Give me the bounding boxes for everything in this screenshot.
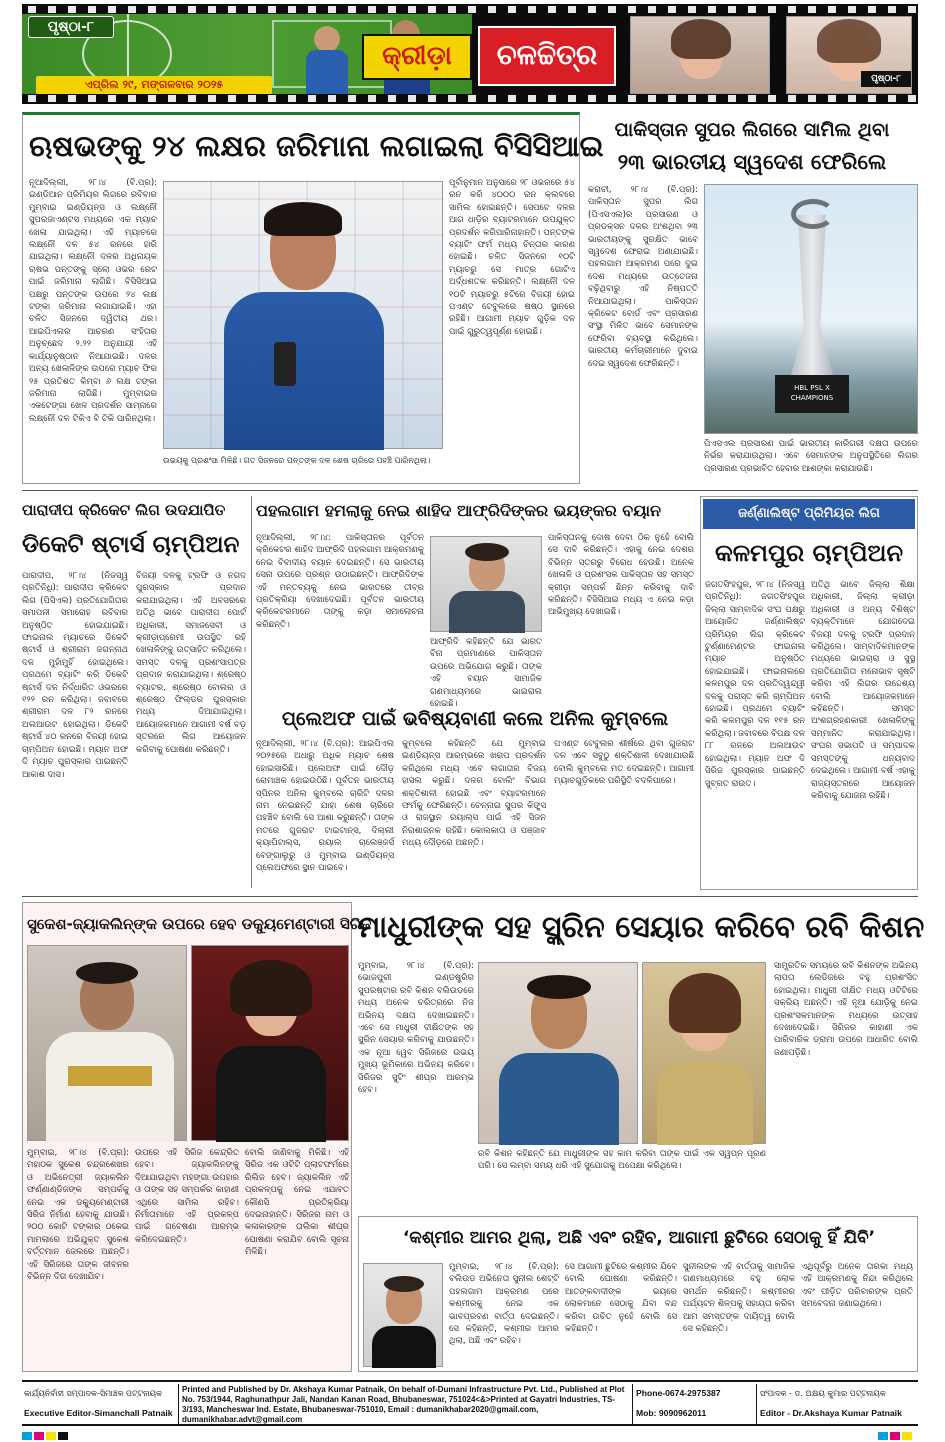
story-kumble-col1: ନୂଆଦିଲ୍ଲୀ, ୨୮।୪ (ବି.ପ୍ର): ଆଇପିଏଲ ୨୦୨୫ରେ ଅଧାରୁ ଅଧିକ ମ୍ୟାଚ ଶେଷ ହୋଇସାରିଛି। ପ୍ଲେଅଫ ପାଇଁ ଦୌଡ଼ ରୋମାଞ୍ଚକ ହୋଇଉଠିଛି। ପୂର୍ବତନ ଭାରତୀୟ ସ୍ପିନର ଅନିଲ କୁମ୍ବଲେ ଚାରିଟି ଦଳର ନାମ ନେଇଛନ୍ତି ଯାହା ଶେଷ ଚାରିରେ ପହଞ୍ଚିବ ବୋଲି ସେ ଆଶା କରୁଛନ୍ତି। ତାଙ୍କ ମତରେ ଗୁଜରାଟ ଟାଇଟାନ୍ସ, ଦିଲ୍ଲୀ କ୍ୟାପିଟାଲ୍ସ, ରୟାଲ ଚାଲେଞ୍ଜର୍ସ ବେଙ୍ଗାଲୁରୁ ଓ ମୁମ୍ବାଇ ଇଣ୍ଡିୟନ୍ସ ପ୍ଲେଅଫରେ ସ୍ଥାନ ପାଇବେ। bbox=[256, 739, 394, 874]
story-pant-col3: ପୂର୍ବାନୁମାନ ଅନୁସାରେ ୨୮ ଓଭରରେ ୫୪ ରନ କରି ୪୦୦୦ ରନ କ୍ଲବରେ ସାମିଲ ହୋଇଛନ୍ତି। ସେପଟେ ଦଳର ଆଗ ଧାଡ଼ିର ବ୍ୟାଟରମାନେ ଉପଯୁକ୍ତ ପ୍ରଦର୍ଶନ କରିପାରିନାହାନ୍ତି। ପନ୍ତଙ୍କ ବ୍ୟାଟିଂ ଫର୍ମ ମଧ୍ୟ ଚିନ୍ତାର କାରଣ ହୋଇଛି। ଚଳିତ ସିଜନରେ ୧୦ଟି ମ୍ୟାଚରୁ ସେ ମାତ୍ର ଗୋଟିଏ ଅର୍ଦ୍ଧଶତକ କରିଛନ୍ତି। ଲକ୍ଷ୍ନୌ ଦଳ ୧୦ଟି ମ୍ୟାଚରୁ ୫ଟିରେ ବିଜୟୀ ହୋଇ ପଏଣ୍ଟ ଟେବୁଲରେ ଷଷ୍ଠ ସ୍ଥାନରେ ରହିଛି। ଆଗାମୀ ମ୍ୟାଚ ଗୁଡ଼ିକ ଦଳ ପାଇଁ ଗୁରୁତ୍ୱପୂର୍ଣ୍ଣ ହୋଇଛି। bbox=[449, 178, 575, 337]
cinema-title-block bbox=[478, 26, 616, 86]
sukesh-photo bbox=[27, 945, 187, 1141]
footer-editor-en: Editor - Dr.Akshaya Kumar Patnaik bbox=[760, 1408, 902, 1418]
story-kalampur-col2: ଅତିଥି ଭାବେ ଜିଲ୍ଲା ଶିକ୍ଷା ଅଧିକାରୀ, ଜିଲ୍ଲା କ୍ରୀଡ଼ା ଅଧିକାରୀ ଓ ଅନ୍ୟ ବିଶିଷ୍ଟ ବ୍ୟକ୍ତିମାନେ ଯୋଗଦେଇ ବିଜୟୀ ଦଳକୁ ଟ୍ରଫି ପ୍ରଦାନ କରିଥିଲେ। ସାମ୍ବାଦିକମାନଙ୍କ ମଧ୍ୟରେ ଭାଇଚାରା ଓ ସୁସ୍ଥ ପ୍ରତିଯୋଗିତା ମନୋଭାବ ସୃଷ୍ଟି କରିବା ଏହି ଲିଗର ଉଦ୍ଦେଶ୍ୟ ବୋଲି ଆୟୋଜକମାନେ କହିଛନ୍ତି। ସମସ୍ତ ଅଂଶଗ୍ରହଣକାରୀ ଖେଳାଳିଙ୍କୁ ସମ୍ମାନିତ କରାଯାଇଥିଲା। ସଂଘର ସଭାପତି ଓ ସମ୍ପାଦକ ସମସ୍ତଙ୍କୁ ଧନ୍ୟବାଦ ଦେଇଥିଲେ। ଆଗାମୀ ବର୍ଷ ଏହାକୁ ରାଜ୍ୟସ୍ତରରେ ଆୟୋଜନ କରିବାକୁ ଯୋଜନା ରହିଛି। bbox=[811, 580, 915, 801]
story-paradip-headline-2: ଡିକେଟି ଷ୍ଟାର୍ସ ଚାମ୍ପିଅନ bbox=[22, 532, 240, 558]
story-psl bbox=[586, 112, 918, 484]
story-paradip-col2: ବିଜୟୀ ଦଳକୁ ଟ୍ରଫି ଓ ନଗଦ ପୁରସ୍କାର ପ୍ରଦାନ କରାଯାଇଥିଲା। ଏହି ଅବସରରେ ଅତିଥି ଭାବେ ପାରାଦୀପ ପୋର୍ଟ ଅଧିକାରୀ, ସମାଜସେବୀ ଓ କ୍ରୀଡ଼ାପ୍ରେମୀ ଉପସ୍ଥିତ ରହି ଖେଳାଳିଙ୍କୁ ଉତ୍ସାହିତ କରିଥିଲେ। ସମସ୍ତ ଦଳକୁ ପ୍ରଶଂସାପତ୍ର ପ୍ରଦାନ କରାଯାଇଥିଲା। ଶ୍ରେଷ୍ଠ ବ୍ୟାଟର, ଶ୍ରେଷ୍ଠ ବୋଲର ଓ ଶ୍ରେଷ୍ଠ ଫିଲ୍ଡର ପୁରସ୍କାର ମଧ୍ୟ ଦିଆଯାଇଥିଲା। ଆୟୋଜକମାନେ ଆଗାମୀ ବର୍ଷ ବଡ଼ ସ୍ତରରେ ଲିଗ ଆୟୋଜନ କରିବାକୁ ଘୋଷଣା କରିଛନ୍ତି। bbox=[136, 571, 246, 755]
date-banner bbox=[36, 76, 272, 94]
story-pant-col1: ନୂଆଦିଲ୍ଲୀ, ୨୮।୪ (ବି.ପ୍ର): ଇଣ୍ଡିଆନ ପ୍ରିମିୟର ଲିଗରେ ରବିବାର ମୁମ୍ବାଇ ଇଣ୍ଡିୟନ୍ସ ଓ ଲକ୍ଷ୍ନୌ ସୁପରଜାଏଣ୍ଟସ ମଧ୍ୟରେ ଏକ ମ୍ୟାଚ ଖେଳା ଯାଇଥିଲା। ଏହି ମ୍ୟାଚରେ ଲକ୍ଷ୍ନୌ ଦଳ ୫୪ ରନରେ ହାରି ଯାଇଥିଲା। ଲକ୍ଷ୍ନୌ ଦଳର ଅଧିନାୟକ ଋଷଭ ପନ୍ତଙ୍କୁ ସ୍ଲୋ ଓଭର ରେଟ ପାଇଁ ଜରିମାନା ଲାଗିଛି। ବିସିସିଆଇ ପକ୍ଷରୁ ପନ୍ତଙ୍କ ଉପରେ ୨୪ ଲକ୍ଷ ଟଙ୍କା ଜରିମାନା ଲଗାଯାଇଛି। ଏହା ଚଳିତ ସିଜନରେ ଦ୍ୱିତୀୟ ଥର। ଆଇପିଏଲର ଆଚରଣ ସଂହିତାର ଅନୁଚ୍ଛେଦ ୨.୨୨ ଅନୁଯାୟୀ ଏହି କାର୍ଯ୍ୟାନୁଷ୍ଠାନ ନିଆଯାଇଛି। ଦଳର ଅନ୍ୟ ଖେଳାଳିଙ୍କ ଉପରେ ମ୍ୟାଚ ଫିର ୨୫ ପ୍ରତିଶତ କିମ୍ବା ୬ ଲକ୍ଷ ଟଙ୍କା ଜରିମାନା ଲାଗିଛି। ମୁମ୍ବାଇର ଏକଟେଙ୍ଗା ଖେଳ ପ୍ରଦର୍ଶନ ସାମ୍ନାରେ ଲକ୍ଷ୍ନୌ ଦଳ ଟିକିଏ ବି ଟିକି ପାରିନଥିଲା। bbox=[29, 178, 157, 424]
story-kalampur-kicker: ଜର୍ଣ୍ଣାଲିଷ୍ଟ ପ୍ରିମିୟର ଲିଗ bbox=[738, 506, 880, 521]
story-kashmir-col4: ଏଥିପୂର୍ବରୁ ଅନେକ ତାରକା ମଧ୍ୟ ଏହି ଆକ୍ରମଣକୁ ନିନ୍ଦା କରିଥିଲେ ଏବଂ ପୀଡ଼ିତ ପରିବାରଙ୍କ ପ୍ରତି ସମବେଦନା ଜଣାଇଥିଲେ। bbox=[801, 1262, 913, 1310]
story-ravi bbox=[358, 902, 925, 1210]
film-perforations-bottom bbox=[22, 95, 918, 102]
story-pant-caption: ଉଭୟକୁ ପ୍ରଶଂସା ମିଳିଛି। ଗତ ସିଜନରେ ପନ୍ତଙ୍କ ଦଳ ଶେଷ ଚାରିରେ ପହଞ୍ଚି ପାରିନଥିଲା। bbox=[163, 456, 431, 465]
story-kashmir-col3: ସୁନୀଲଙ୍କ ଏହି ବାର୍ତ୍ତାକୁ ସାମାଜିକ ଗଣମାଧ୍ୟମରେ ବହୁ ଲୋକ ସମର୍ଥନ କରିଛନ୍ତି। କଶ୍ମୀରର ପର୍ଯ୍ୟଟନ ଶିଳ୍ପକୁ ସହାୟତା କରିବା ଆମ ସମସ୍ତଙ୍କ ଦାୟିତ୍ୱ ବୋଲି ସେ କହିଛନ୍ତି। bbox=[683, 1262, 795, 1335]
story-ravi-col3: ସାମ୍ପ୍ରତିକ ସମୟରେ ରବି କିଶନଙ୍କ ଅଭିନୟ ଲାପତା ଲେଡିଜରେ ବହୁ ପ୍ରଶଂସିତ ହୋଇଥିଲା। ମାଧୁରୀ ଦୀକ୍ଷିତ ମଧ୍ୟ ଓଟିଟିରେ ସକ୍ରିୟ ଅଛନ୍ତି। ଏହି ନୂଆ ଯୋଡ଼ିକୁ ନେଇ ପ୍ରଶଂସକମାନଙ୍କ ମଧ୍ୟରେ ଉତ୍ସାହ ଦେଖାଦେଇଛି। ସିରିଜର କାହାଣୀ ଏକ ପାରିବାରିକ ଡ୍ରାମା ଉପରେ ଆଧାରିତ ବୋଲି ଜଣାପଡ଼ିଛି। bbox=[774, 961, 918, 1058]
page-label: ପୃଷ୍ଠା-୮ bbox=[47, 19, 95, 35]
suniel-shetty-photo bbox=[363, 1263, 443, 1367]
story-ravi-headline: ମାଧୁରୀଙ୍କ ସହ ସ୍କ୍ରିନ ସେୟାର କରିବେ ରବି କିଶନ bbox=[358, 910, 925, 945]
footer-phone: Phone-0674-2975387 bbox=[636, 1388, 721, 1398]
story-kumble bbox=[256, 704, 694, 890]
story-kalampur bbox=[700, 496, 918, 890]
story-sukesh bbox=[22, 902, 372, 1372]
actress-photo-left bbox=[630, 16, 770, 94]
story-pant-headline: ଋଷଭଙ୍କୁ ୨୪ ଲକ୍ଷର ଜରିମାନା ଲଗାଇଲା ବିସିସିଆଇ bbox=[29, 129, 604, 163]
page-label-right: ପୃଷ୍ଠା-୮ bbox=[871, 74, 901, 84]
cinema-title: ଚଳଚ୍ଚିତ୍ର bbox=[496, 38, 598, 71]
afridi-photo bbox=[430, 536, 542, 632]
story-kumble-col2: କୁମ୍ବଲେ କହିଛନ୍ତି ଯେ ମୁମ୍ବାଇ ଇଣ୍ଡିୟନ୍ସ ଆରମ୍ଭରେ ଖରାପ ପ୍ରଦର୍ଶନ କରିଥିଲେ ମଧ୍ୟ ଏବେ ଲଗାତାର ବିଜୟ ହାସଲ କରୁଛି। ଦଳର ବୋଲିଂ ବିଭାଗ ଶକ୍ତିଶାଳୀ ହୋଇଛି ଏବଂ ବ୍ୟାଟରମାନେ ଫର୍ମକୁ ଫେରିଛନ୍ତି। ଚେନ୍ନାଇ ସୁପର କିଙ୍ଗ୍ସ ଓ ରାଜସ୍ଥାନ ରୟାଲ୍ସ ପାଇଁ ଏହି ସିଜନ ନିରାଶାଜନକ ରହିଛି। କୋଲକାତା ଓ ପଞ୍ଜାବ ମଧ୍ୟ ଦୌଡ଼ରେ ଅଛନ୍ତି। bbox=[402, 739, 546, 849]
story-ravi-col1: ମୁମ୍ବାଇ, ୨୮।୪ (ବି.ପ୍ର): ଭୋଜପୁରୀ ଇଣ୍ଡଷ୍ଟ୍ରିର ସୁପରଷ୍ଟାର ରବି କିଶନ ବଲିଉଡରେ ମଧ୍ୟ ଅନେକ ଚରିତ୍ରରେ ନିଜ ଅଭିନୟ ଦକ୍ଷତା ଦେଖାଇଛନ୍ତି। ଏବେ ସେ ମାଧୁରୀ ଦୀକ୍ଷିତଙ୍କ ସହ ସ୍କ୍ରିନ ସେୟାର କରିବାକୁ ଯାଉଛନ୍ତି। ଏକ ନୂଆ ୱେବ ସିରିଜରେ ଉଭୟ ମୁଖ୍ୟ ଭୂମିକାରେ ଅଭିନୟ କରିବେ। ସିରିଜର ସୁଟିଂ ଶୀଘ୍ର ଆରମ୍ଭ ହେବ। bbox=[358, 961, 474, 1096]
trophy-label: HBL PSL X CHAMPIONS bbox=[790, 384, 834, 402]
story-kashmir-col2: ସେ ଆଗାମୀ ଛୁଟିରେ କଶ୍ମୀର ଯିବେ ବୋଲି ଘୋଷଣା କରିଛନ୍ତି। ଆତଙ୍କବାଦୀଙ୍କ ଭୟରେ ଲୋକମାନେ ସେଠାକୁ ଯିବା ବନ୍ଦ କରିବା ଉଚିତ ନୁହେଁ ବୋଲି ସେ କହିଛନ୍ତି। bbox=[565, 1262, 677, 1335]
story-psl-col2: ପିଏସଏଲ ପ୍ରସାରଣ ପାଇଁ ଭାରତୀୟ କାରିଗରୀ ଦକ୍ଷତା ଉପରେ ନିର୍ଭର କରାଯାଉଥିଲା। ଏବେ ସେମାନଙ୍କ ଅନୁପସ୍ଥିତିରେ ଲିଗର ପ୍ରସାରଣ ପ୍ରଭାବିତ ହେବାର ଆଶଙ୍କା କରାଯାଉଛି। bbox=[704, 439, 918, 474]
trophy-shape bbox=[777, 215, 847, 375]
story-kalampur-headline: କଳମପୁର ଚାମ୍ପିଅନ bbox=[714, 539, 904, 567]
story-kashmir bbox=[358, 1216, 918, 1372]
footer-exec-label: କାର୍ଯ୍ୟନିର୍ବାହୀ ସମ୍ପାଦକ-ସିମାଞ୍ଚଳ ପଟ୍ଟନାୟକ bbox=[24, 1389, 163, 1398]
story-ravi-col2: ରବି କିଶନ କହିଛନ୍ତି ଯେ ମାଧୁରୀଙ୍କ ସହ କାମ କରିବା ତାଙ୍କ ପାଇଁ ଏକ ସ୍ୱପ୍ନ ପୂରଣ ପରି। ସେ ଲମ୍ବା ସମୟ ଧରି ଏହି ସୁଯୋଗକୁ ଅପେକ୍ଷା କରିଥିଲେ। bbox=[478, 1149, 766, 1172]
story-paradip-headline-1: ପାରାଦୀପ କ୍ରିକେଟ ଲିଗ ଉଦଯାପିତ bbox=[22, 501, 226, 519]
story-kashmir-headline: ‘କଶ୍ମୀର ଆମର ଥିଲା, ଅଛି ଏବଂ ରହିବ, ଆଗାମୀ ଛୁଟିରେ ସେଠାକୁ ହିଁ ଯିବି’ bbox=[402, 1228, 876, 1248]
masthead bbox=[22, 4, 918, 104]
sport-title: କ୍ରୀଡ଼ା bbox=[382, 41, 452, 71]
sport-title-block bbox=[362, 34, 472, 80]
story-paradip bbox=[22, 496, 246, 888]
story-sukesh-col1: ମୁମ୍ବାଇ, ୨୮।୪ (ବି.ପ୍ର): ମହାଠକ ସୁକେଶ ଚନ୍ଦ୍ରଶେଖର ଓ ଅଭିନେତ୍ରୀ ଜ୍ୟାକଲିନ ଫର୍ଣ୍ଣାଣ୍ଡିଜଙ୍କ ସମ୍ପର୍କକୁ ନେଇ ଏକ ଡକ୍ୟୁମେଣ୍ଟାରୀ ସିରିଜ ନିର୍ମାଣ ହେବାକୁ ଯାଉଛି। ୨୦୦ କୋଟି ଟଙ୍କାର ଠକେଇ ମାମଲାରେ ଅଭିଯୁକ୍ତ ସୁକେଶ ବର୍ତ୍ତମାନ ଜେଲରେ ଅଛନ୍ତି। ଏହି ସିରିଜରେ ତାଙ୍କ ଜୀବନର ବିଭିନ୍ନ ଦିଗ ଦେଖାଯିବ। bbox=[27, 1148, 129, 1283]
story-afridi bbox=[256, 496, 694, 710]
issue-date: ଏପ୍ରିଲ ୨୯, ମଙ୍ଗଳବାର ୨୦୨୫ bbox=[84, 78, 224, 91]
story-sukesh-col2: ଉପରେ ଏହି ସିରିଜ କେନ୍ଦ୍ରିତ ହେବ। ଜ୍ୟାକଲିନଙ୍କୁ ଦିଆଯାଇଥିବା ମହଙ୍ଗା ଉପହାର ଓ ତାଙ୍କ ସହ ସମ୍ପର୍କର କାହାଣୀ ଏଥିରେ ସାମିଲ ରହିବ। ନିର୍ମାତାମାନେ ଏହି ପ୍ରକଳ୍ପ ପାଇଁ ଗବେଷଣା ଆରମ୍ଭ କରିଦେଇଛନ୍ତି। bbox=[135, 1148, 239, 1245]
story-kashmir-col1: ମୁମ୍ବାଇ, ୨୮।୪ (ବି.ପ୍ର): ବଲିଉଡ ଅଭିନେତା ସୁନୀଲ ଶେଟ୍ଟି ପହଲଗାମ ଆକ୍ରମଣ ପରେ କଶ୍ମୀରକୁ ନେଇ ଏକ ଭାବପ୍ରବଣ ବାର୍ତ୍ତା ଦେଇଛନ୍ତି। ସେ କହିଛନ୍ତି, କଶ୍ମୀର ଆମର ଥିଲା, ଅଛି ଏବଂ ରହିବ। bbox=[449, 1262, 559, 1347]
ravi-kishan-photo bbox=[478, 962, 638, 1144]
footer-editor-odia: ସଂପାଦକ - ଡ. ଅକ୍ଷୟ କୁମାର ପଟ୍ଟନାୟକ bbox=[760, 1389, 886, 1398]
pant-photo bbox=[163, 181, 443, 449]
footer-imprint: Printed and Published by Dr. Akshaya Kumar Patnaik, On behalf of-Dumani Infrastructure Pvt. Ltd., Published at Plot No. 753/1944, Raghunathpur Jali, Nandan Kanan Road, Bhubaneswar, 751024<&>Printed at Gayatri Industries, TS-3/193, Mancheswar Ind. Estate, Bhubaneswar-751010, Email : dumanikhabar2020@gmail.com, dumanikhabar.advt@gmail.com bbox=[182, 1385, 625, 1424]
story-psl-headline-1: ପାକିସ୍ତାନ ସୁପର ଲିଗରେ ସାମିଲ ଥିବା bbox=[614, 119, 890, 141]
page-label-right-badge bbox=[861, 71, 911, 87]
imprint-footer bbox=[22, 1380, 918, 1426]
story-afridi-col2: ଆଫ୍ରିଦି କହିଛନ୍ତି ଯେ ଭାରତ ବିନା ପ୍ରମାଣରେ ପାକିସ୍ତାନ ଉପରେ ଅଭିଯୋଗ କରୁଛି। ତାଙ୍କ ଏହି ବୟାନ ସାମାଜିକ ଗଣମାଧ୍ୟମରେ ଭାଇରାଲ ହୋଇଛି। bbox=[430, 637, 542, 710]
story-sukesh-col3: ବୋଲି ଜାଣିବାକୁ ମିଳିଛି। ଏହି ସିରିଜ ଏକ ଓଟିଟି ପ୍ଲାଟଫର୍ମରେ ରିଲିଜ ହେବ। ଜ୍ୟାକଲିନ ଏହି ପ୍ରକଳ୍ପକୁ ନେଇ ଏଯାବତ କୌଣସି ପ୍ରତିକ୍ରିୟା ଦେଇନାହାନ୍ତି। ସିରିଜର ନାମ ଓ କଳାକାରଙ୍କ ତାଲିକା ଶୀଘ୍ର ଘୋଷଣା କରାଯିବ ବୋଲି ସୂଚନା ମିଳିଛି। bbox=[245, 1148, 349, 1258]
story-psl-col1: କରାଚୀ, ୨୮।୪ (ବି.ପ୍ର): ପାକିସ୍ତାନ ସୁପର ଲିଗ (ପିଏସଏଲ)ର ପ୍ରସାରଣ ଓ ପ୍ରଡକ୍ସନ ଦଳର ଅଂଶଥିବା ୨୩ ଭାରତୀୟଙ୍କୁ ସୁରକ୍ଷିତ ଭାବେ ସ୍ୱଦେଶ ଫେରାଇ ଅଣାଯାଇଛି। ପହଲଗାମ ଆକ୍ରମଣ ପରେ ଦୁଇ ଦେଶ ମଧ୍ୟରେ ଉତ୍ତେଜନା ବଢ଼ିଥିବାରୁ ଏହି ନିଷ୍ପତ୍ତି ନିଆଯାଇଥିଲା। ପାକିସ୍ତାନ କ୍ରିକେଟ ବୋର୍ଡ ଏବଂ ପ୍ରସାରଣ ସଂସ୍ଥା ମିଳିତ ଭାବେ ସେମାନଙ୍କ ଫେରିବା ବ୍ୟବସ୍ଥା କରିଥିଲେ। ଭାରତୀୟ କର୍ମଚାରୀମାନେ ଦୁବାଇ ଦେଇ ସ୍ୱଦେଶ ଫେରିଛନ୍ତି। bbox=[588, 185, 698, 369]
story-kumble-col3: ପଏଣ୍ଟ ଟେବୁଲର ଶୀର୍ଷରେ ଥିବା ଗୁଜରାଟ ଦଳ ଏବେ ସବୁଠୁ ଶକ୍ତିଶାଳୀ ଦେଖାଯାଉଛି ବୋଲି କୁମ୍ବଲେ ମତ ଦେଇଛନ୍ତି। ଆଗାମୀ ମ୍ୟାଚଗୁଡ଼ିକରେ ପରିସ୍ଥିତି ବଦଳିପାରେ। bbox=[554, 739, 694, 787]
story-kalampur-col1: ଜଗତସିଂହପୁର, ୨୮।୪ (ନିଜସ୍ୱ ପ୍ରତିନିଧି): ଜଗତସିଂହପୁର ଜିଲ୍ଲା ସାମ୍ବାଦିକ ସଂଘ ପକ୍ଷରୁ ଆୟୋଜିତ ଜର୍ଣ୍ଣାଲିଷ୍ଟ ପ୍ରିମିୟର ଲିଗ କ୍ରିକେଟ ଟୁର୍ଣ୍ଣାମେଣ୍ଟର ଫାଇନାଲ ମ୍ୟାଚ ଅନୁଷ୍ଠିତ ହୋଇଯାଇଛି। ଫାଇନାଲରେ କଳମପୁର ଦଳ ପ୍ରତିଦ୍ୱନ୍ଦ୍ୱୀ ଦଳକୁ ପରାସ୍ତ କରି ଚାମ୍ପିଅନ ହୋଇଛି। ପ୍ରଥମେ ବ୍ୟାଟିଂ କରି କଳମପୁର ଦଳ ୧୧୫ ରନ କରିଥିଲା। ଜବାବରେ ବିପକ୍ଷ ଦଳ ୮୮ ରନରେ ଅଲଆଉଟ ହୋଇଥିଲା। ମ୍ୟାନ ଅଫ ଦି ସିରିଜ ପୁରସ୍କାର ପାଇଛନ୍ତି ସୁବ୍ରତ ରାଉତ। bbox=[705, 580, 805, 789]
psl-trophy-photo bbox=[704, 184, 918, 434]
story-afridi-headline: ପହଲଗାମ ହମଲାକୁ ନେଇ ଶାହିଦ ଆଫ୍ରିଦିଙ୍କର ଭୟଙ୍କର ବୟାନ bbox=[256, 501, 662, 520]
story-paradip-col1: ପାରାଦୀପ, ୨୮।୪ (ନିଜସ୍ୱ ପ୍ରତିନିଧି): ପାରାଦୀପ କ୍ରିକେଟ ଲିଗ (ପିସିଏଲ) ପ୍ରତିଯୋଗିତାର ସମାପନୀ ସମାରୋହ ରବିବାର ଅନୁଷ୍ଠିତ ହୋଇଯାଇଛି। ଫାଇନାଲ ମ୍ୟାଚରେ ଡିକେଟି ଷ୍ଟାର୍ସ ଓ ଶ୍ରୀରାମ ଜଗନ୍ନାଥ ଦଳ ମୁହାଁମୁହିଁ ହୋଇଥିଲେ। ପ୍ରଥମେ ବ୍ୟାଟିଂ କରି ଡିକେଟି ଷ୍ଟାର୍ସ ଦଳ ନିର୍ଦ୍ଧାରିତ ଓଭରରେ ୧୨୨ ରନ କରିଥିଲା। ଜବାବରେ ଶ୍ରୀରାମ ଦଳ ୮୨ ରନରେ ଅଲଆଉଟ ହୋଇଥିଲା। ଡିକେଟି ଷ୍ଟାର୍ସ ୪୦ ରନରେ ବିଜୟୀ ହୋଇ ଚାମ୍ପିଅନ ହୋଇଛି। ମ୍ୟାନ ଅଫ ଦି ମ୍ୟାଚ ପୁରସ୍କାର ପାଇଛନ୍ତି ଆକାଶ ଦାସ। bbox=[22, 571, 128, 780]
story-psl-headline-2: ୨୩ ଭାରତୀୟ ସ୍ୱଦେଶ ଫେରିଲେ bbox=[617, 150, 887, 174]
color-registration-bar bbox=[0, 1432, 945, 1442]
film-perforations-top bbox=[22, 6, 918, 13]
actress-photo-right bbox=[786, 16, 912, 94]
story-pant bbox=[22, 112, 604, 484]
story-afridi-col3: ପାକିସ୍ତାନକୁ ଦୋଷ ଦେବା ଠିକ ନୁହେଁ ବୋଲି ସେ ଦାବି କରିଛନ୍ତି। ଏହାକୁ ନେଇ ଦେଶର ବିଭିନ୍ନ ସ୍ତରରୁ ବିରୋଧ ହେଉଛି। ଅନେକ ଖେଳାଳି ଓ ପ୍ରଶଂସକ ପାକିସ୍ତାନ ସହ ସମସ୍ତ କ୍ରୀଡ଼ା ସମ୍ପର୍କ ଛିନ୍ନ କରିବାକୁ ଦାବି କରିଛନ୍ତି। ବିସିସିଆଇ ମଧ୍ୟ ଏ ନେଇ କଡ଼ା ଆଭିମୁଖ୍ୟ ଦେଖାଇଛି। bbox=[548, 533, 694, 618]
page-label-badge bbox=[28, 16, 114, 38]
footer-mobile: Mob: 9090962011 bbox=[636, 1408, 707, 1418]
kalampur-kicker-banner bbox=[703, 499, 915, 529]
footer-exec-editor: Executive Editor-Simanchall Patnaik bbox=[24, 1408, 173, 1418]
story-sukesh-headline: ସୁକେଶ-ଜ୍ୟାକଲିନ୍ଙ୍କ ଉପରେ ହେବ ଡକ୍ୟୁମେଣ୍ଟାରୀ ସିରିଜ bbox=[27, 915, 372, 933]
story-afridi-col1: ନୂଆଦିଲ୍ଲୀ, ୨୮।୪: ପାକିସ୍ତାନର ପୂର୍ବତନ କ୍ରିକେଟର ଶାହିଦ ଆଫ୍ରିଦି ପହଲଗାମ ଆକ୍ରମଣକୁ ନେଇ ବିବାଦୀୟ ବୟାନ ଦେଇଛନ୍ତି। ସେ ଭାରତୀୟ ସେନା ଉପରେ ପ୍ରଶ୍ନ ଉଠାଇଛନ୍ତି। ଆଫ୍ରିଦିଙ୍କ ଏହି ମନ୍ତବ୍ୟକୁ ନେଇ ଭାରତରେ ତୀବ୍ର ପ୍ରତିକ୍ରିୟା ଦେଖାଦେଇଛି। ପୂର୍ବତନ ଭାରତୀୟ କ୍ରିକେଟରମାନେ ତାଙ୍କୁ କଡ଼ା ସମାଲୋଚନା କରିଛନ୍ତି। bbox=[256, 533, 424, 630]
madhuri-photo bbox=[642, 962, 766, 1144]
story-kumble-headline: ପ୍ଲେଅଫ ପାଇଁ ଭବିଷ୍ୟବାଣୀ କଲେ ଅନିଲ କୁମ୍ବଲେ bbox=[281, 708, 669, 730]
jacqueline-photo bbox=[191, 945, 349, 1141]
